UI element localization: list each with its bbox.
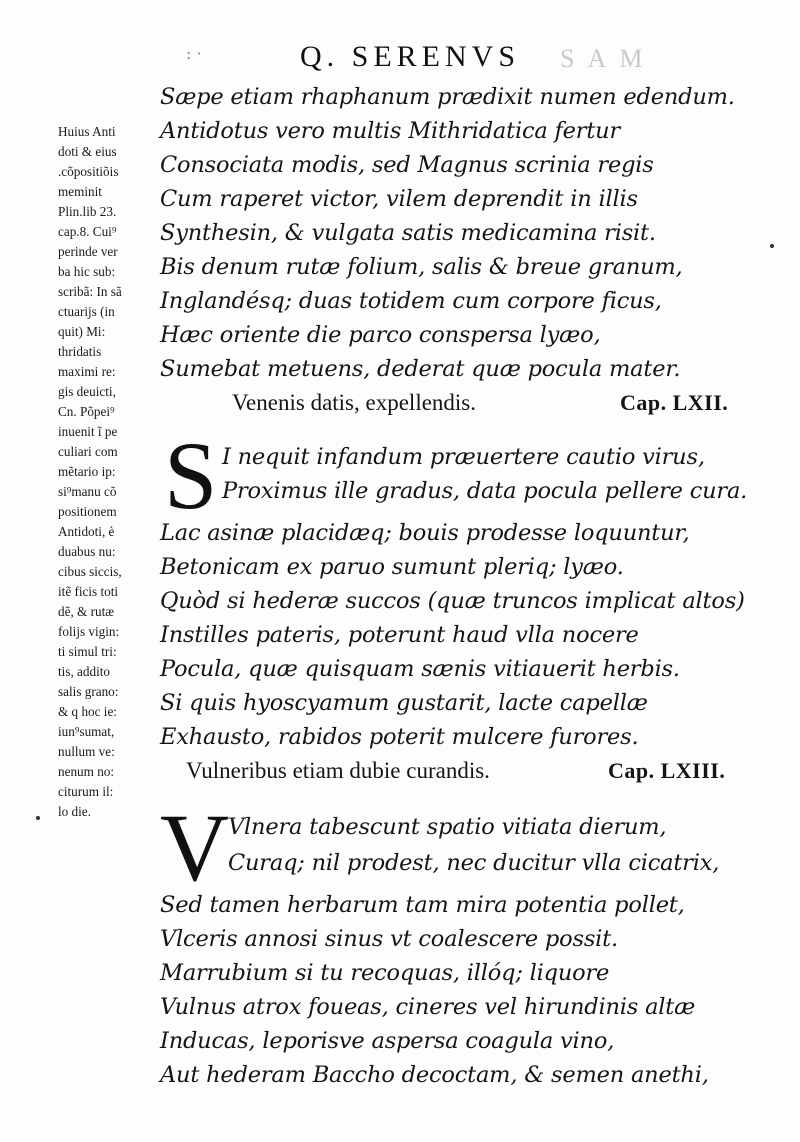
margin-note-line: inuenit ĩ pe <box>58 424 118 439</box>
margin-note-line: nullum ve: <box>58 744 115 759</box>
chapter-heading: Venenis datis, expellendis. <box>232 390 477 415</box>
verse-line: Sed tamen herbarum tam mira potentia pollet, <box>160 892 685 918</box>
margin-note-line: tis, addito <box>58 664 111 679</box>
margin-note-line: citurum il: <box>58 784 114 799</box>
margin-note-line: gis deuicti, <box>58 384 116 399</box>
margin-note-line: Huius Anti <box>58 124 116 139</box>
drop-cap: V <box>160 794 230 901</box>
margin-note-line: mẽtario ip: <box>58 464 116 479</box>
verse-line: Pocula, quæ quisquam sænis vitiauerit herbis. <box>160 656 680 682</box>
margin-note-line: Antidoti, è <box>58 524 115 539</box>
verse-line: Inducas, leporisve aspersa coagula vino, <box>160 1028 615 1054</box>
verse-line: Sæpe etiam rhaphanum prædixit numen edendum. <box>160 84 735 110</box>
verse-line: Vulnus atrox foueas, cineres vel hirundinis altæ <box>160 994 696 1020</box>
verse-line: Instilles pateris, poterunt haud vlla nocere <box>160 622 639 648</box>
margin-note-line: iun⁹sumat, <box>58 724 115 739</box>
chapter-number: Cap. LXIII. <box>608 758 726 783</box>
margin-note-line: maximi re: <box>58 364 116 379</box>
verse-line: Bis denum rutæ folium, salis & breue granum, <box>160 254 683 280</box>
margin-note-line: culiari com <box>58 444 118 459</box>
verse-line: Quòd si hederæ succos (quæ truncos implicat altos) <box>160 588 745 614</box>
margin-note-line: Cn. Põpei⁹ <box>58 404 115 419</box>
margin-note-line: quit) Mi: <box>58 324 106 339</box>
drop-cap: S <box>164 422 218 529</box>
running-head: Q. SERENVS <box>300 40 521 73</box>
margin-note-line: duabus nu: <box>58 544 116 559</box>
margin-note-line: .cõpositiõis <box>58 164 119 179</box>
margin-note-line: lo die. <box>58 804 91 819</box>
verse-line: Cum raperet victor, vilem deprendit in illis <box>160 186 638 212</box>
show-through-text: S A M <box>560 44 647 73</box>
verse-line: Vlceris annosi sinus vt coalescere possit. <box>160 926 618 952</box>
chapter-heading: Vulneribus etiam dubie curandis. <box>186 758 490 783</box>
verse-line: Sumebat metuens, dederat quæ pocula mater. <box>160 356 681 382</box>
margin-note-line: doti & eius <box>58 144 117 159</box>
verse-line: Vlnera tabescunt spatio vitiata dierum, <box>228 814 667 840</box>
verse-line: Lac asinæ placidæq; bouis prodesse loquuntur, <box>160 520 690 546</box>
margin-note-line: ti simul tri: <box>58 644 117 659</box>
verse-line: Exhausto, rabidos poterit mulcere furores. <box>160 724 639 750</box>
verse-line: I nequit infandum præuertere cautio virus, <box>222 444 705 470</box>
margin-note-line: dẽ, & rutæ <box>58 604 115 619</box>
gutter-mark: : · <box>186 44 202 63</box>
verse-line: Marrubium si tu recoquas, illóq; liquore <box>160 960 610 986</box>
margin-note-line: salis grano: <box>58 684 119 699</box>
margin-note-line: positionem <box>58 504 117 519</box>
margin-note-line: nenum no: <box>58 764 115 779</box>
margin-note-line: ba hic sub: <box>58 264 116 279</box>
verse-line: Proximus ille gradus, data pocula pellere cura. <box>222 478 748 504</box>
ink-speck <box>36 816 40 820</box>
margin-note-line: si⁹manu cõ <box>58 484 117 499</box>
verse-line: Synthesin, & vulgata satis medicamina risit. <box>160 220 656 246</box>
margin-note-line: cap.8. Cui⁹ <box>58 224 117 239</box>
margin-note-line: itẽ ficis toti <box>58 584 119 599</box>
margin-note-line: Plin.lib 23. <box>58 204 117 219</box>
verse-line: Curaq; nil prodest, nec ducitur vlla cicatrix, <box>228 850 720 876</box>
ink-speck <box>770 244 774 248</box>
verse-line: Consociata modis, sed Magnus scrinia regis <box>160 152 654 178</box>
verse-line: Betonicam ex paruo sumunt pleriq; lyæo. <box>160 554 624 580</box>
margin-note-line: & q hoc ie: <box>58 704 117 719</box>
verse-line: Si quis hyoscyamum gustarit, lacte capellæ <box>160 690 648 716</box>
margin-note-line: perinde ver <box>58 244 118 259</box>
verse-line: Aut hederam Baccho decoctam, & semen anethi, <box>160 1062 709 1088</box>
verse-line: Hæc oriente die parco conspersa lyæo, <box>160 322 601 348</box>
verse-line: Inglandésq; duas totidem cum corpore ficus, <box>160 288 662 314</box>
chapter-number: Cap. LXII. <box>620 390 729 415</box>
verse-line: Antidotus vero multis Mithridatica fertur <box>160 118 621 144</box>
margin-note-line: ctuarijs (in <box>58 304 115 319</box>
margin-note-line: meminit <box>58 184 102 199</box>
margin-note-line: scribã: In sã <box>58 284 122 299</box>
margin-note-line: folijs vigin: <box>58 624 120 639</box>
margin-note-line: thridatis <box>58 344 102 359</box>
margin-note-line: cibus siccis, <box>58 564 122 579</box>
